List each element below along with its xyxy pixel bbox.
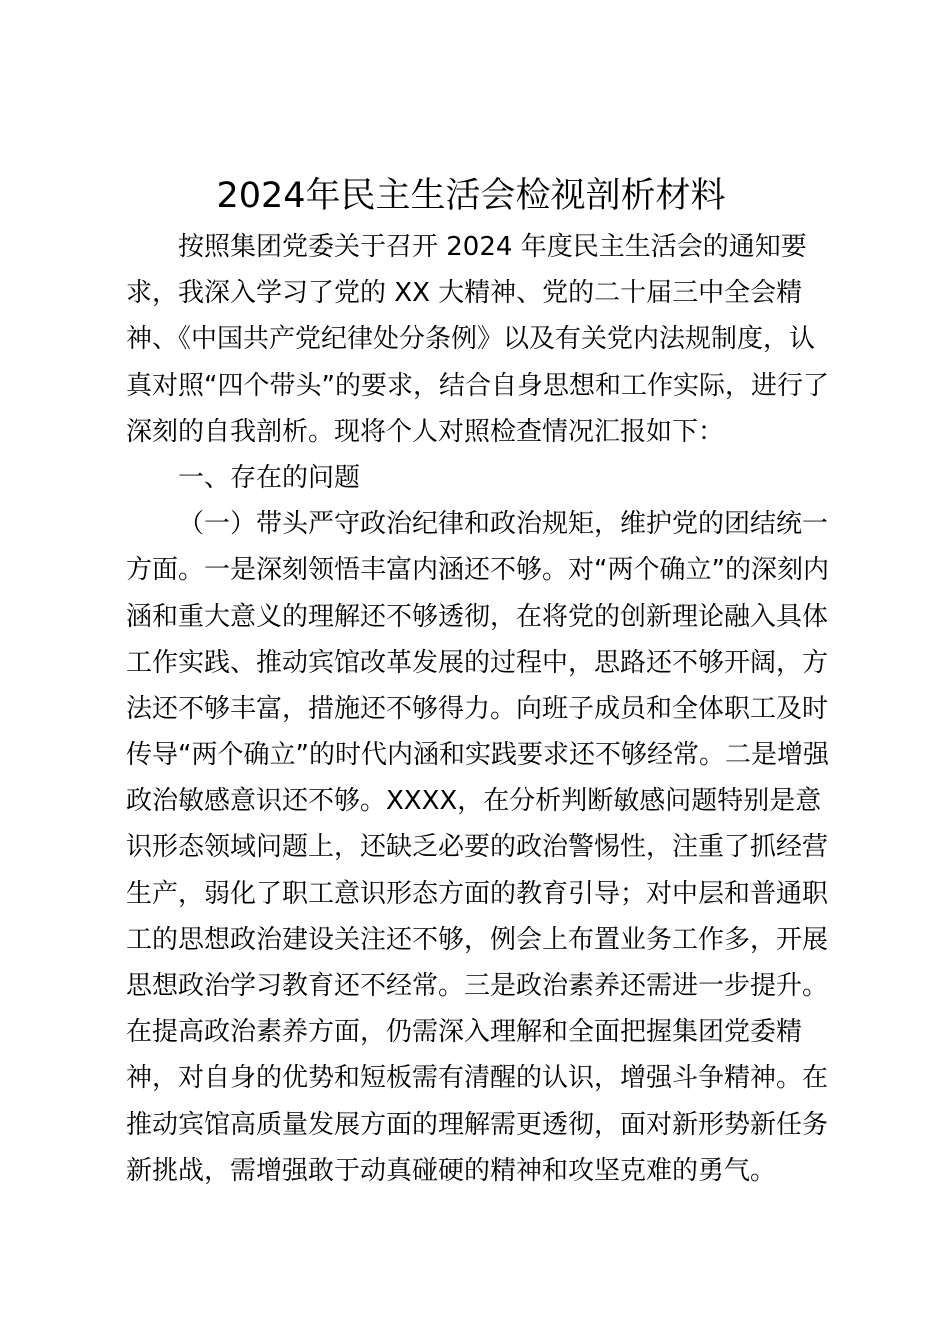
paragraph-line: 传导“两个确立”的时代内涵和实践要求还不够经常。二是增强 [126,740,829,771]
paragraph-line: 识形态领域问题上，还缺乏必要的政治警惕性，注重了抓经营 [126,832,829,863]
document-title: 2024年民主生活会检视剖析材料 [216,176,726,216]
paragraph-line: 新挑战，需增强敢于动真碰硬的精神和攻坚克难的勇气。 [126,1155,777,1186]
document-body [126,224,829,1194]
paragraph-line: 在提高政治素养方面，仍需深入理解和全面把握集团党委精 [126,1017,803,1048]
paragraph-line: 推动宾馆高质量发展方面的理解需更透彻，面对新形势新任务 [126,1109,829,1140]
paragraph-line: 生产，弱化了职工意识形态方面的教育引导；对中层和普通职 [126,878,829,909]
paragraph-line: 深刻的自我剖析。现将个人对照检查情况汇报如下： [126,416,725,447]
paragraph-line: 求，我深入学习了党的 XX 大精神、党的二十届三中全会精 [126,278,803,309]
paragraph-line: 法还不够丰富，措施还不够得力。向班子成员和全体职工及时 [126,693,829,724]
paragraph-line: 神，对自身的优势和短板需有清醒的认识，增强斗争精神。在 [126,1063,829,1094]
paragraph-line: 真对照“四个带头”的要求，结合自身思想和工作实际，进行了 [126,370,829,401]
section-heading: 一、存在的问题 [178,462,361,493]
paragraph-line: 按照集团党委关于召开 2024 年度民主生活会的通知要 [178,232,807,262]
paragraph-line: 神、《中国共产党纪律处分条例》以及有关党内法规制度，认 [126,324,816,355]
paragraph-line: 政治敏感意识还不够。XXXX，在分析判断敏感问题特别是意 [126,786,822,817]
paragraph-line: 工作实践、推动宾馆改革发展的过程中，思路还不够开阔，方 [126,647,829,678]
paragraph-line: （一）带头严守政治纪律和政治规矩，维护党的团结统一 [178,509,829,540]
paragraph-line: 工的思想政治建设关注还不够，例会上布置业务工作多，开展 [126,924,829,955]
paragraph-line: 涵和重大意义的理解还不够透彻，在将党的创新理论融入具体 [126,601,829,632]
paragraph-line: 思想政治学习教育还不经常。三是政治素养还需进一步提升。 [126,971,829,1001]
paragraph-line: 方面。一是深刻领悟丰富内涵还不够。对“两个确立”的深刻内 [126,555,829,586]
